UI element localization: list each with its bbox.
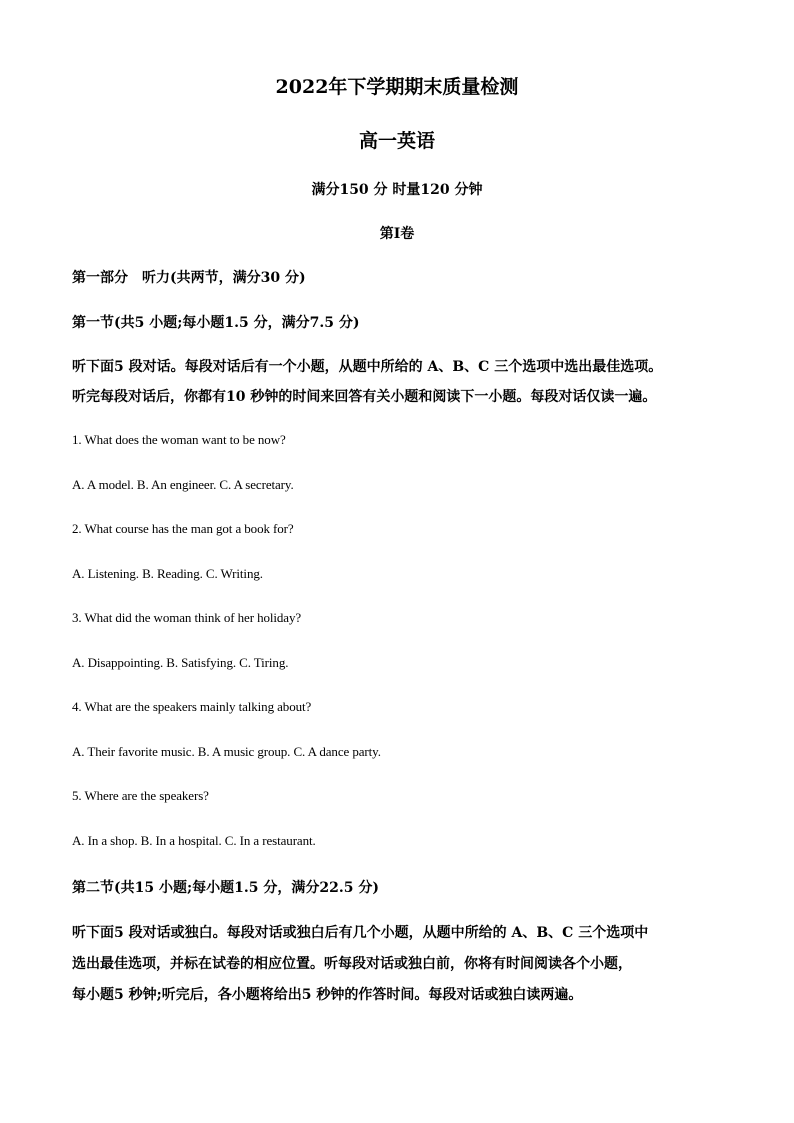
score-time: 满分150 分 时量120 分钟 [311, 182, 483, 198]
question-5: 5. Where are the speakers? [72, 788, 209, 803]
subject-title: 高一英语 [358, 130, 435, 152]
section-one-instruction-line: 听完每段对话后，你都有10 秒钟的时间来回答有关小题和阅读下一小题。每段对话仅读一遍。 [72, 389, 657, 405]
section-two-instruction-line: 选出最佳选项，并标在试卷的相应位置。听每段对话或独白前，你将有时间阅读各个小题， [72, 956, 632, 972]
question-1: 1. What does the woman want to be now? [72, 432, 286, 447]
question-2: 2. What course has the man got a book for? [72, 521, 294, 536]
section-two-instruction-line: 听下面5 段对话或独白。每段对话或独白后有几个小题，从题中所给的 A、B、C 三个选项中 [72, 925, 649, 941]
question-5-options: A. In a shop. B. In a hospital. C. In a restaurant. [72, 833, 316, 848]
question-4: 4. What are the speakers mainly talking about? [72, 699, 312, 714]
question-3: 3. What did the woman think of her holiday? [72, 610, 302, 625]
section-two-instruction-line: 每小题5 秒钟;听完后，各小题将给出5 秒钟的作答时间。每段对话或独白读两遍。 [72, 987, 583, 1003]
section-one-instruction-line: 听下面5 段对话。每段对话后有一个小题，从题中所给的 A、B、C 三个选项中选出最佳选项。 [72, 359, 663, 375]
exam-title: 2022年下学期期末质量检测 [275, 76, 519, 98]
section-one-heading: 第一节(共5 小题;每小题1.5 分，满分7.5 分) [72, 315, 360, 331]
question-3-options: A. Disappointing. B. Satisfying. C. Tiring. [72, 655, 289, 670]
section-two-heading: 第二节(共15 小题;每小题1.5 分，满分22.5 分) [72, 880, 379, 896]
question-1-options: A. A model. B. An engineer. C. A secretary. [72, 477, 294, 492]
question-4-options: A. Their favorite music. B. A music group. C. A dance party. [72, 744, 381, 759]
question-2-options: A. Listening. B. Reading. C. Writing. [72, 566, 263, 581]
part-one-heading: 第一部分 听力(共两节，满分30 分) [72, 270, 306, 286]
volume-label: 第Ⅰ卷 [379, 226, 415, 242]
